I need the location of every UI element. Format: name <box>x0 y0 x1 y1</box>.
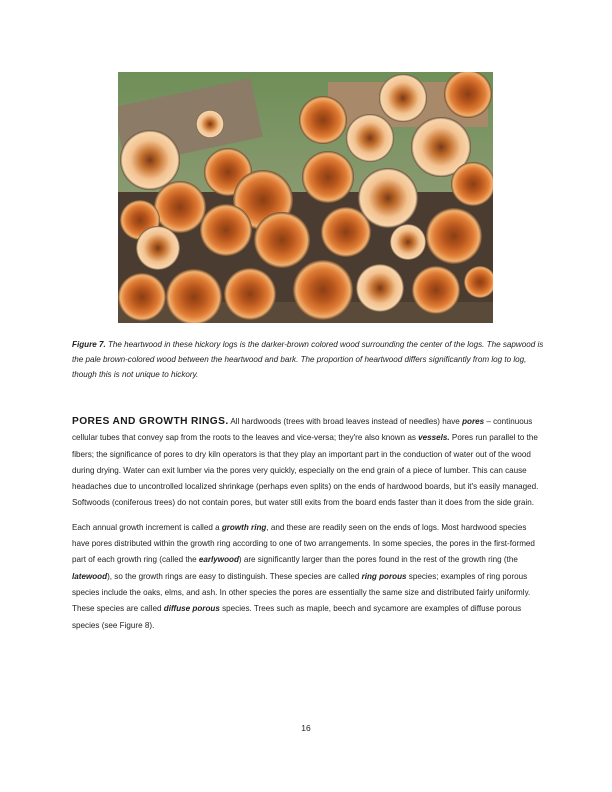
term-latewood: latewood <box>72 571 108 581</box>
text-run: ), so the growth rings are easy to distinguish. These species are called <box>107 571 362 581</box>
figure-caption-text: The heartwood in these hickory logs is the darker-brown colored wood surrounding the center of the logs. The sapwood is the pale brown-colored wood between the heartwood and bark. The proportion of heartwood differs significantly from log to log, though this is not unique to hickory. <box>72 340 544 379</box>
text-run: , and these are readily seen on the ends of logs. Most hardwood species have pores distributed within the growth ring according to one of two arrangements. In some species, the pores in the first-formed part of each growth ring (called the <box>72 522 535 565</box>
hickory-logs-photo <box>118 72 493 323</box>
term-earlywood: earlywood <box>198 555 239 565</box>
pores-section <box>72 414 544 642</box>
text-run: All hardwoods (trees with broad leaves instead of needles) have <box>228 417 463 426</box>
term-growth-ring: growth ring <box>221 522 267 532</box>
text-run: Pores run parallel to the fibers; the significance of pores to dry kiln operators is that they play an important part in the conduction of water out of the wood during drying. Water can exit lumber via the pores very quickly, especially on the end grain of a piece of lumber. This can cause headaches due to uncontrolled localized shrinkage (perhaps even splits) on the ends of hardwood boards, but it's easily managed. Softwoods (coniferous trees) do not contain pores, but water still exits from the board ends faster than it does from the side grain. <box>72 433 539 508</box>
text-run: species; examples of ring porous species include the oaks, elms, and ash. In other species the pores are essentially the same size and distributed fairly uniformly. These species are called <box>72 571 531 614</box>
term-ring-porous: ring porous <box>361 571 407 581</box>
paragraph-pores <box>72 414 544 512</box>
figure-caption <box>72 337 544 382</box>
figure-label: Figure 7. <box>72 340 106 349</box>
text-run: species. Trees such as maple, beech and sycamore are examples of diffuse porous species (see Figure 8). <box>72 604 522 630</box>
text-run: – continuous cellular tubes that convey sap from the roots to the leaves and vice-versa; they're also known as <box>72 417 533 443</box>
section-heading: PORES AND GROWTH RINGS. <box>72 416 229 427</box>
text-run: ) are significantly larger than the pores found in the rest of the growth ring (the <box>238 555 518 565</box>
term-vessels: vessels. <box>418 433 450 443</box>
log-pile-image <box>118 72 493 323</box>
term-diffuse-porous: diffuse porous <box>163 604 220 614</box>
page-number: 16 <box>301 723 311 733</box>
text-run: Each annual growth increment is called a <box>72 522 222 532</box>
term-pores: pores <box>462 417 485 426</box>
paragraph-growth-rings <box>72 520 544 634</box>
